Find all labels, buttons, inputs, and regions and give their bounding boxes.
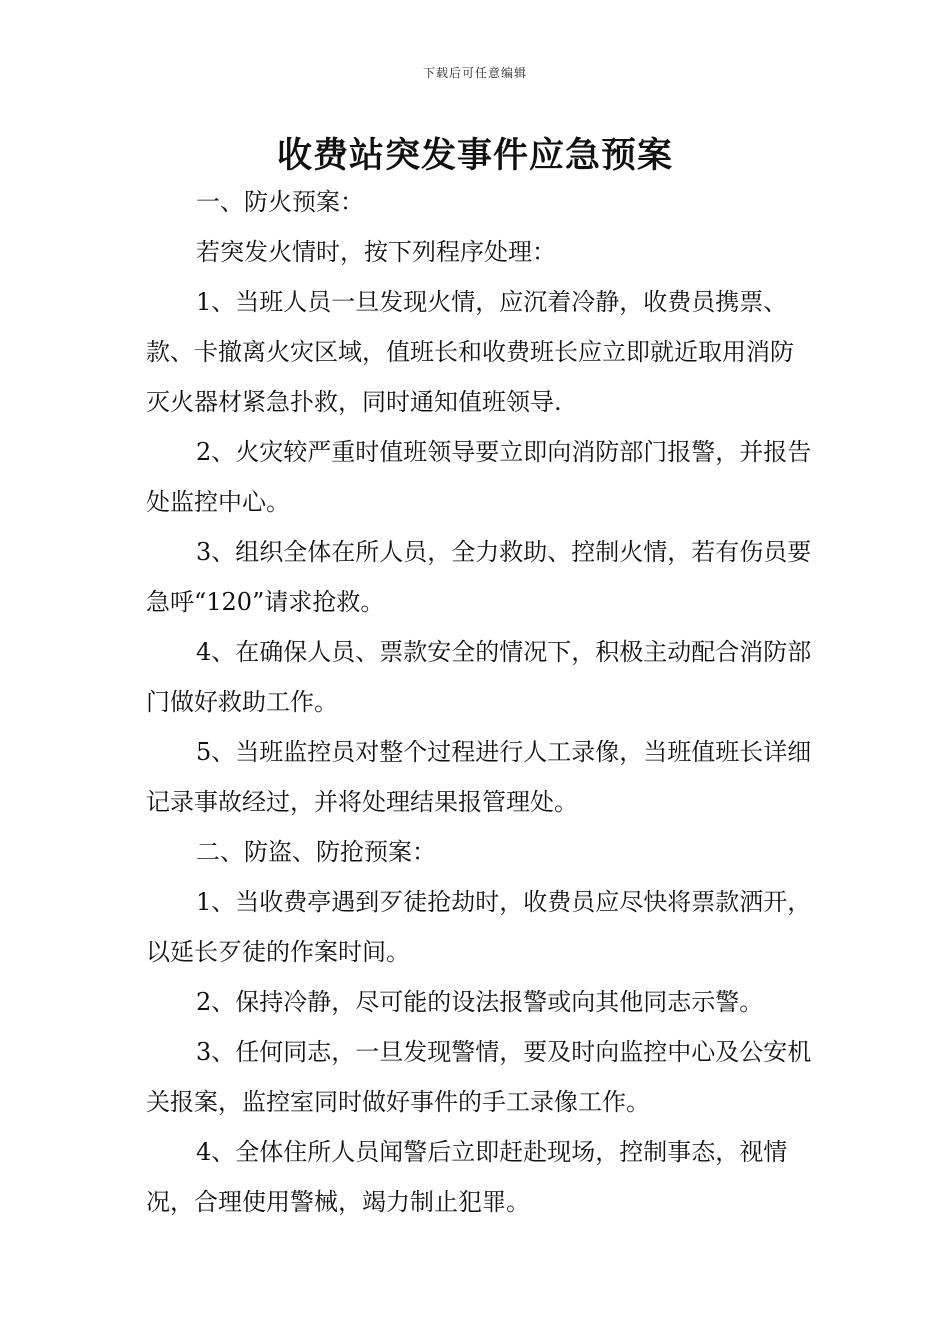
- paragraph: 5、当班监控员对整个过程进行人工录像，当班值班长详细记录事故经过，并将处理结果报管理处。: [146, 738, 812, 816]
- paragraph: 4、全体住所人员闻警后立即赶赴现场，控制事态，视情况，合理使用警械，竭力制止犯罪。: [146, 1138, 788, 1216]
- paragraph: 4、在确保人员、票款安全的情况下，积极主动配合消防部门做好救助工作。: [146, 638, 812, 716]
- paragraph: 1、当收费亭遇到歹徒抢劫时，收费员应尽快将票款洒开，以延长歹徒的作案时间。: [146, 888, 812, 966]
- section-heading-theft: 二、防盗、防抢预案：: [196, 838, 436, 866]
- document-title: 收费站突发事件应急预案: [276, 136, 673, 176]
- document-body: [146, 177, 816, 1227]
- section-heading-fire: 一、防火预案：: [196, 188, 364, 216]
- paragraph: 3、组织全体在所人员，全力救助、控制火情，若有伤员要急呼“120”请求抢救。: [146, 538, 812, 616]
- paragraph: 1、当班人员一旦发现火情，应沉着冷静，收费员携票、款、卡撤离火灾区域，值班长和收费班长应立即就近取用消防灭火器材紧急扑救，同时通知值班领导.: [146, 288, 794, 416]
- paragraph: 若突发火情时，按下列程序处理：: [196, 238, 556, 266]
- paragraph: 2、火灾较严重时值班领导要立即向消防部门报警，并报告处监控中心。: [146, 438, 812, 516]
- paragraph: 3、任何同志，一旦发现警情，要及时向监控中心及公安机关报案，监控室同时做好事件的手工录像工作。: [146, 1038, 812, 1116]
- paragraph: 2、保持冷静，尽可能的设法报警或向其他同志示警。: [196, 988, 764, 1016]
- header-note: 下载后可任意编辑: [422, 66, 527, 80]
